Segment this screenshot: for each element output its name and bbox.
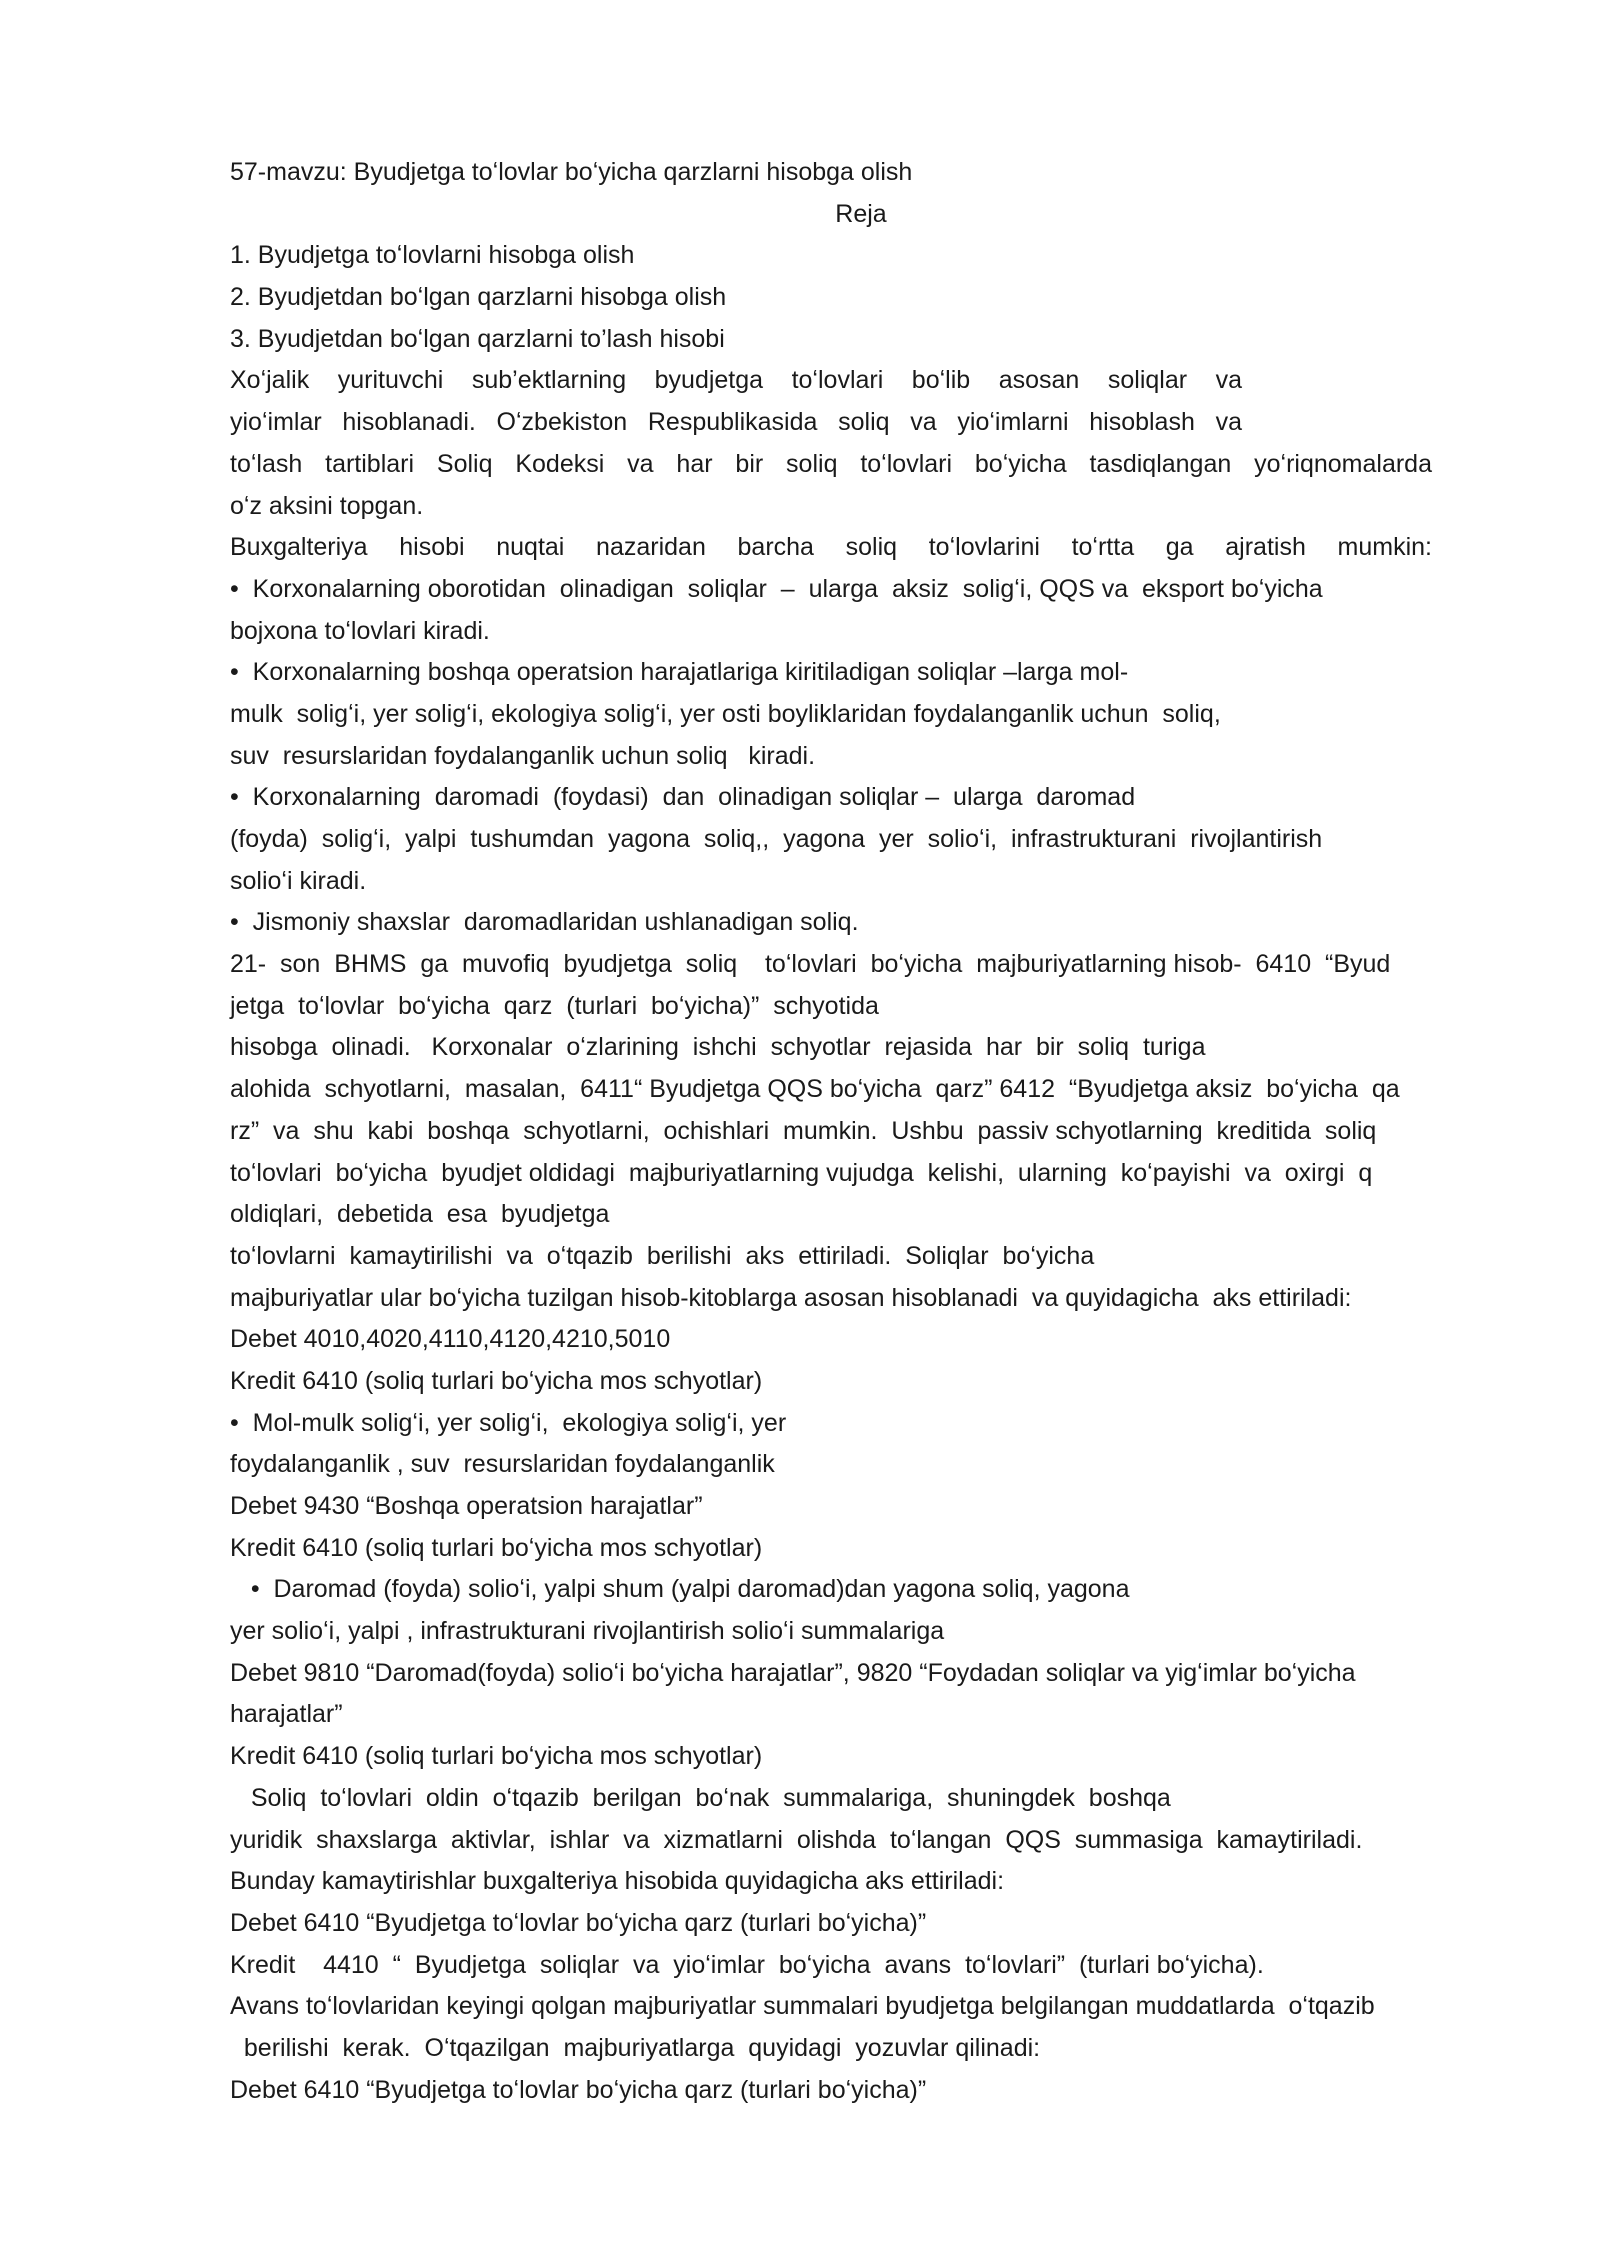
text-line: Bunday kamaytirishlar buxgalteriya hisobida quyidagicha aks ettiriladi: (230, 1867, 1005, 1896)
text-line: • Korxonalarning boshqa operatsion harajatlariga kiritiladigan soliqlar –larga mol- (230, 658, 1129, 687)
text-line: majburiyatlar ular boʻyicha tuzilgan hisob-kitoblarga asosan hisoblanadi va quyidagicha aks ettiriladi: (230, 1283, 1352, 1312)
text-line: yuridik shaxslarga aktivlar, ishlar va xizmatlarni olishda toʻlangan QQS summasiga kamaytiriladi. (230, 1825, 1363, 1854)
text-line: 1. Byudjetga toʻlovlarni hisobga olish (230, 241, 635, 270)
plan-heading: Reja (835, 199, 887, 228)
text-line: bojxona toʻlovlari kiradi. (230, 616, 490, 645)
text-line: Kredit 6410 (soliq turlari boʻyicha mos schyotlar) (230, 1742, 763, 1771)
text-line: (foyda) soligʻi, yalpi tushumdan yagona soliq,, yagona yer solioʻi, infrastrukturani rivojlantirish (230, 825, 1323, 853)
text-line: alohida schyotlarni, masalan, 6411“ Byudjetga QQS boʻyicha qarz” 6412 “Byudjetga aksiz boʻyicha qa (230, 1075, 1400, 1104)
text-line: foydalanganlik , suv resurslaridan foydalanganlik (230, 1450, 775, 1479)
document-body (230, 152, 1530, 2111)
text-line: Kredit 6410 (soliq turlari boʻyicha mos schyotlar) (230, 1366, 763, 1395)
text-line: Kredit 4410 “ Byudjetga soliqlar va yioʻimlar boʻyicha avans toʻlovlari” (turlari boʻyicha). (230, 1950, 1264, 1979)
text-line: yioʻimlar hisoblanadi. Oʻzbekiston Respublikasida soliq va yioʻimlarni hisoblash va (230, 408, 1242, 437)
text-line: toʻlovlari boʻyicha byudjet oldidagi majburiyatlarning vujudga kelishi, ularning koʻpayishi va oxirgi q (230, 1158, 1373, 1187)
text-line: berilishi kerak. Oʻtqazilgan majburiyatlarga quyidagi yozuvlar qilinadi: (230, 2033, 1041, 2062)
text-line: suv resurslaridan foydalanganlik uchun soliq kiradi. (230, 741, 816, 770)
text-line: • Korxonalarning oborotidan olinadigan soliqlar – ularga aksiz soligʻi, QQS va eksport boʻyicha (230, 574, 1323, 603)
text-line: mulk soligʻi, yer soligʻi, ekologiya soligʻi, yer osti boyliklaridan foydalanganlik uchun soliq, (230, 699, 1221, 728)
document-title: 57-mavzu: Byudjetga toʻlovlar boʻyicha qarzlarni hisobga olish (230, 158, 913, 186)
text-line: • Daromad (foyda) solioʻi, yalpi shum (yalpi daromad)dan yagona soliq, yagona (230, 1575, 1130, 1604)
text-line: • Jismoniy shaxslar daromadlaridan ushlanadigan soliq. (230, 908, 859, 937)
text-line: Avans toʻlovlaridan keyingi qolgan majburiyatlar summalari byudjetga belgilangan muddatlarda oʻtqazib (230, 1992, 1375, 2021)
text-line: Soliq toʻlovlari oldin oʻtqazib berilgan boʻnak summalariga, shuningdek boshqa (230, 1783, 1171, 1812)
text-line: toʻlovlarni kamaytirilishi va oʻtqazib berilishi aks ettiriladi. Soliqlar boʻyicha (230, 1241, 1095, 1270)
text-line: jetga toʻlovlar boʻyicha qarz (turlari boʻyicha)” schyotida (230, 991, 879, 1020)
text-line: Debet 9430 “Boshqa operatsion harajatlar” (230, 1492, 703, 1520)
text-line: • Mol-mulk soligʻi, yer soligʻi, ekologiya soligʻi, yer (230, 1408, 787, 1437)
text-line: yer solioʻi, yalpi , infrastrukturani rivojlantirish solioʻi summalariga (230, 1617, 945, 1646)
text-line: Debet 4010,4020,4110,4120,4210,5010 (230, 1325, 671, 1354)
text-line: oldiqlari, debetida esa byudjetga (230, 1200, 610, 1229)
text-line: Debet 6410 “Byudjetga toʻlovlar boʻyicha qarz (turlari boʻyicha)” (230, 1908, 927, 1937)
text-line: hisobga olinadi. Korxonalar oʻzlarining ishchi schyotlar rejasida har bir soliq turiga (230, 1033, 1206, 1062)
text-line: Buxgalteriya hisobi nuqtai nazaridan barcha soliq toʻlovlarini toʻrtta ga ajratish mumkin: (230, 533, 1432, 562)
text-line: rz” va shu kabi boshqa schyotlarni, ochishlari mumkin. Ushbu passiv schyotlarning kreditida soliq (230, 1116, 1377, 1145)
text-line: harajatlar” (230, 1700, 343, 1729)
text-line: Kredit 6410 (soliq turlari boʻyicha mos schyotlar) (230, 1533, 763, 1562)
text-line: oʻz aksini topgan. (230, 491, 424, 520)
text-line: • Korxonalarning daromadi (foydasi) dan olinadigan soliqlar – ularga daromad (230, 783, 1136, 812)
text-line: toʻlash tartiblari Soliq Kodeksi va har bir soliq toʻlovlari boʻyicha tasdiqlangan yoʻriqnomalarda (230, 449, 1432, 478)
text-line: Debet 6410 “Byudjetga toʻlovlar boʻyicha qarz (turlari boʻyicha)” (230, 2075, 927, 2104)
text-line: 2. Byudjetdan boʻlgan qarzlarni hisobga olish (230, 283, 727, 312)
text-line: solioʻi kiradi. (230, 866, 367, 895)
text-line: 21- son BHMS ga muvofiq byudjetga soliq toʻlovlari boʻyicha majburiyatlarning hisob- 6410 “Byud (230, 950, 1391, 979)
text-line: 3. Byudjetdan boʻlgan qarzlarni to’lash hisobi (230, 324, 725, 353)
text-line: Debet 9810 “Daromad(foyda) solioʻi boʻyicha harajatlar”, 9820 “Foydadan soliqlar va yigʻimlar boʻyicha (230, 1658, 1356, 1687)
text-line: Xoʻjalik yurituvchi sub’ektlarning byudjetga toʻlovlari boʻlib asosan soliqlar va (230, 366, 1242, 395)
